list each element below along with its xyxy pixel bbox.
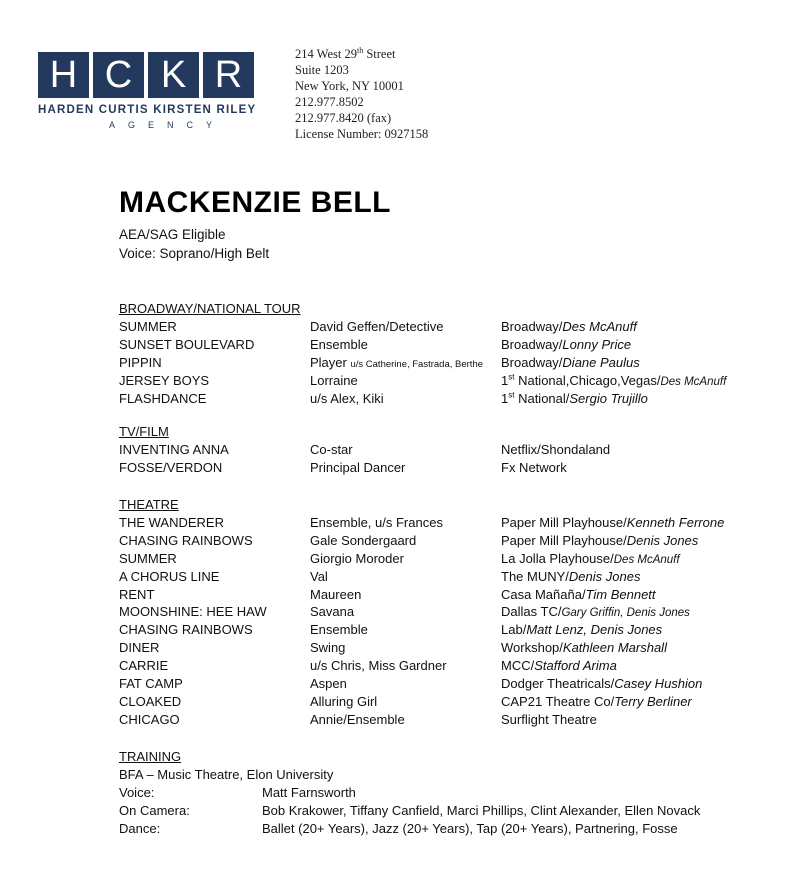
credit-venue-text: 1 bbox=[501, 390, 509, 406]
credit-venue-text: Paper Mill Playhouse/ bbox=[501, 532, 627, 548]
address-phone: 212.977.8502 bbox=[295, 95, 364, 109]
credit-director: Stafford Arima bbox=[534, 658, 617, 674]
credit-venue bbox=[501, 693, 692, 711]
credit-director: Gary Griffin, Denis Jones bbox=[561, 607, 690, 620]
credit-venue-text: Paper Mill Playhouse/ bbox=[501, 515, 627, 530]
credit-venue-text: CAP21 Theatre Co/ bbox=[501, 693, 615, 709]
credit-venue bbox=[501, 441, 610, 459]
credit-role bbox=[310, 568, 328, 586]
credit-venue-text: Netflix/Shondaland bbox=[501, 442, 611, 457]
credit-role bbox=[310, 336, 368, 354]
logo-letter-c: C bbox=[93, 52, 144, 98]
credit-show: FOSSE/VERDON bbox=[119, 459, 223, 475]
credit-role bbox=[310, 514, 443, 532]
credit-show: PIPPIN bbox=[119, 354, 162, 370]
credit-venue-text: Casa Mañaña/ bbox=[501, 586, 586, 602]
credit-role-text: Ensemble bbox=[310, 336, 368, 352]
credit-show: SUNSET BOULEVARD bbox=[119, 336, 255, 352]
credit-director: Denis Jones bbox=[626, 532, 699, 548]
credit-venue bbox=[501, 354, 640, 372]
training-value: Bob Krakower, Tiffany Canfield, Marci Phillips, Clint Alexander, Ellen Novack bbox=[262, 802, 701, 818]
training-row bbox=[119, 802, 769, 820]
address-fax: 212.977.8420 (fax) bbox=[295, 111, 392, 125]
training-label: On Camera: bbox=[119, 802, 190, 818]
voice-type: Voice: Soprano/High Belt bbox=[119, 246, 270, 261]
credit-role bbox=[310, 621, 368, 639]
credit-venue-text: Lab/ bbox=[501, 622, 527, 638]
credit-show: FLASHDANCE bbox=[119, 390, 207, 406]
credit-role-text: Alluring Girl bbox=[310, 693, 378, 709]
address-street: 214 West 29th Street bbox=[295, 45, 396, 61]
training-row bbox=[119, 784, 769, 802]
section-title: THEATRE bbox=[119, 497, 179, 512]
credit-show: FAT CAMP bbox=[119, 676, 183, 692]
credit-venue bbox=[501, 514, 724, 532]
credit-role bbox=[310, 532, 416, 550]
credit-director: Kenneth Ferrone bbox=[626, 515, 725, 530]
credit-venue-after: National,Chicago,Vegas/ bbox=[514, 372, 661, 388]
credit-venue bbox=[501, 318, 637, 336]
credit-show: CHICAGO bbox=[119, 711, 180, 727]
credit-row bbox=[119, 459, 567, 477]
credit-role-text: Ensemble bbox=[310, 622, 368, 638]
section-tvfilm bbox=[119, 423, 611, 477]
agency-tagline: AGENCY bbox=[108, 120, 225, 130]
credit-role bbox=[310, 372, 358, 390]
agency-logo bbox=[38, 52, 266, 138]
credit-show: SUMMER bbox=[119, 550, 177, 566]
credit-show: SUMMER bbox=[119, 319, 177, 334]
credit-director: Lonny Price bbox=[562, 336, 632, 352]
section-title: BROADWAY/NATIONAL TOUR bbox=[119, 301, 301, 316]
credit-venue bbox=[501, 532, 698, 550]
logo-letter-r: R bbox=[203, 52, 254, 98]
credit-role-text: Lorraine bbox=[310, 372, 358, 388]
credit-show: THE WANDERER bbox=[119, 515, 224, 530]
credit-venue-text: Broadway/ bbox=[501, 354, 563, 370]
credit-row bbox=[119, 354, 640, 372]
credit-role-text: Giorgio Moroder bbox=[310, 550, 404, 566]
credit-venue-after: National/ bbox=[514, 390, 570, 406]
section-title: TV/FILM bbox=[119, 424, 169, 439]
credit-role bbox=[310, 390, 384, 408]
credit-show: CLOAKED bbox=[119, 693, 182, 709]
training-row bbox=[119, 820, 769, 838]
credit-venue-text: 1 bbox=[501, 372, 509, 388]
section-broadway bbox=[119, 300, 727, 407]
credit-venue bbox=[501, 639, 667, 657]
credit-director: Des McAnuff bbox=[562, 319, 637, 334]
credit-row bbox=[119, 603, 690, 621]
credit-director: Casey Hushion bbox=[614, 676, 703, 692]
credit-row bbox=[119, 657, 617, 675]
credit-venue-text: La Jolla Playhouse/ bbox=[501, 550, 614, 566]
credit-show: A CHORUS LINE bbox=[119, 568, 220, 584]
credit-role-text: u/s Alex, Kiki bbox=[310, 390, 384, 406]
credit-venue-text: Workshop/ bbox=[501, 640, 563, 656]
credit-role-text: Aspen bbox=[310, 676, 347, 692]
credit-role-note: u/s Catherine, Fastrada, Berthe bbox=[350, 358, 484, 370]
credit-row bbox=[119, 390, 648, 408]
credit-role-text: Player bbox=[310, 354, 351, 370]
credit-venue-sup: st bbox=[508, 390, 515, 400]
credit-role bbox=[310, 318, 443, 336]
credit-venue bbox=[501, 459, 567, 477]
credit-venue bbox=[501, 621, 662, 639]
credit-venue-text: MCC/ bbox=[501, 658, 535, 674]
credit-row bbox=[119, 318, 637, 336]
credit-role bbox=[310, 459, 405, 477]
credit-venue bbox=[501, 390, 648, 408]
address-license: License Number: 0927158 bbox=[295, 127, 429, 141]
logo-letter-k: K bbox=[148, 52, 199, 98]
credit-role-text: David Geffen/Detective bbox=[310, 319, 444, 334]
credit-role-text: Val bbox=[310, 568, 328, 584]
credit-row bbox=[119, 711, 597, 729]
credit-venue bbox=[501, 711, 597, 729]
credit-row bbox=[119, 675, 703, 693]
credit-role-text: Maureen bbox=[310, 586, 362, 602]
training-label: Dance: bbox=[119, 820, 161, 836]
credit-show: CARRIE bbox=[119, 658, 169, 674]
credit-role bbox=[310, 675, 347, 693]
credit-role bbox=[310, 586, 361, 604]
credit-director: Des McAnuff bbox=[613, 553, 680, 566]
credit-venue bbox=[501, 675, 702, 693]
credit-role bbox=[310, 550, 404, 568]
credit-director: Sergio Trujillo bbox=[569, 390, 648, 406]
credit-show: CHASING RAINBOWS bbox=[119, 532, 253, 548]
credit-venue-sup: st bbox=[508, 372, 515, 382]
section-title: TRAINING bbox=[119, 749, 182, 764]
agency-full-name: HARDEN CURTIS KIRSTEN RILEY bbox=[38, 104, 257, 116]
credit-venue bbox=[501, 586, 656, 604]
training-value: Matt Farnsworth bbox=[262, 784, 356, 800]
credit-director: Tim Bennett bbox=[585, 586, 656, 602]
credit-venue-text: The MUNY/ bbox=[501, 568, 569, 584]
credit-venue-text: Broadway/ bbox=[501, 336, 563, 352]
address-line: Suite 1203 bbox=[295, 63, 349, 77]
credit-show: MOONSHINE: HEE HAW bbox=[119, 604, 267, 620]
credit-row bbox=[119, 586, 656, 604]
credit-role-text: Principal Dancer bbox=[310, 459, 406, 475]
credit-row bbox=[119, 639, 667, 657]
credit-row bbox=[119, 550, 680, 568]
credit-role bbox=[310, 711, 405, 729]
credit-show: RENT bbox=[119, 586, 155, 602]
credit-row bbox=[119, 336, 632, 354]
credit-role bbox=[310, 693, 377, 711]
credit-row bbox=[119, 693, 692, 711]
logo-letter-h: H bbox=[38, 52, 89, 98]
credit-role bbox=[310, 657, 447, 675]
union-status: AEA/SAG Eligible bbox=[119, 227, 226, 242]
address-line: New York, NY 10001 bbox=[295, 79, 404, 93]
credit-venue-text: Dallas TC/ bbox=[501, 604, 562, 620]
credit-director: Terry Berliner bbox=[614, 693, 692, 709]
credit-role-text: Annie/Ensemble bbox=[310, 711, 405, 727]
credit-venue-text: Surflight Theatre bbox=[501, 711, 597, 727]
credit-venue bbox=[501, 568, 640, 586]
credit-role bbox=[310, 639, 345, 657]
credit-row bbox=[119, 568, 641, 586]
credit-row bbox=[119, 514, 725, 532]
section-training bbox=[119, 748, 769, 838]
training-degree: BFA – Music Theatre, Elon University bbox=[119, 767, 334, 782]
logo-letter-boxes bbox=[38, 52, 266, 98]
credit-role-text: Swing bbox=[310, 640, 346, 656]
credit-row bbox=[119, 372, 727, 390]
credit-role-text: u/s Chris, Miss Gardner bbox=[310, 658, 447, 674]
training-value: Ballet (20+ Years), Jazz (20+ Years), Tap (20+ Years), Partnering, Fosse bbox=[262, 820, 678, 836]
performer-meta bbox=[119, 225, 269, 263]
credit-show: INVENTING ANNA bbox=[119, 442, 229, 457]
credit-show: CHASING RAINBOWS bbox=[119, 622, 253, 638]
credit-director: Des McAnuff bbox=[660, 375, 727, 388]
credit-director: Diane Paulus bbox=[562, 354, 640, 370]
credit-row bbox=[119, 621, 663, 639]
agency-address bbox=[295, 46, 428, 142]
credit-show: DINER bbox=[119, 640, 160, 656]
credit-venue-text: Dodger Theatricals/ bbox=[501, 676, 615, 692]
credit-role-text: Ensemble, u/s Frances bbox=[310, 515, 443, 530]
credit-director: Denis Jones bbox=[568, 568, 641, 584]
section-theatre bbox=[119, 496, 725, 729]
credit-role-text: Savana bbox=[310, 604, 355, 620]
credit-director: Kathleen Marshall bbox=[562, 640, 667, 656]
credit-role-text: Co-star bbox=[310, 442, 353, 457]
credit-venue bbox=[501, 336, 631, 354]
credit-venue bbox=[501, 657, 617, 675]
credit-venue-text: Fx Network bbox=[501, 459, 567, 475]
credit-role bbox=[310, 441, 353, 459]
credit-director: Matt Lenz, Denis Jones bbox=[526, 622, 663, 638]
credit-row bbox=[119, 441, 611, 459]
credit-role bbox=[310, 603, 354, 621]
credit-venue-text: Broadway/ bbox=[501, 319, 563, 334]
credit-role-text: Gale Sondergaard bbox=[310, 532, 417, 548]
credit-show: JERSEY BOYS bbox=[119, 372, 210, 388]
performer-name: MACKENZIE BELL bbox=[119, 186, 391, 219]
training-label: Voice: bbox=[119, 784, 155, 800]
credit-row bbox=[119, 532, 699, 550]
